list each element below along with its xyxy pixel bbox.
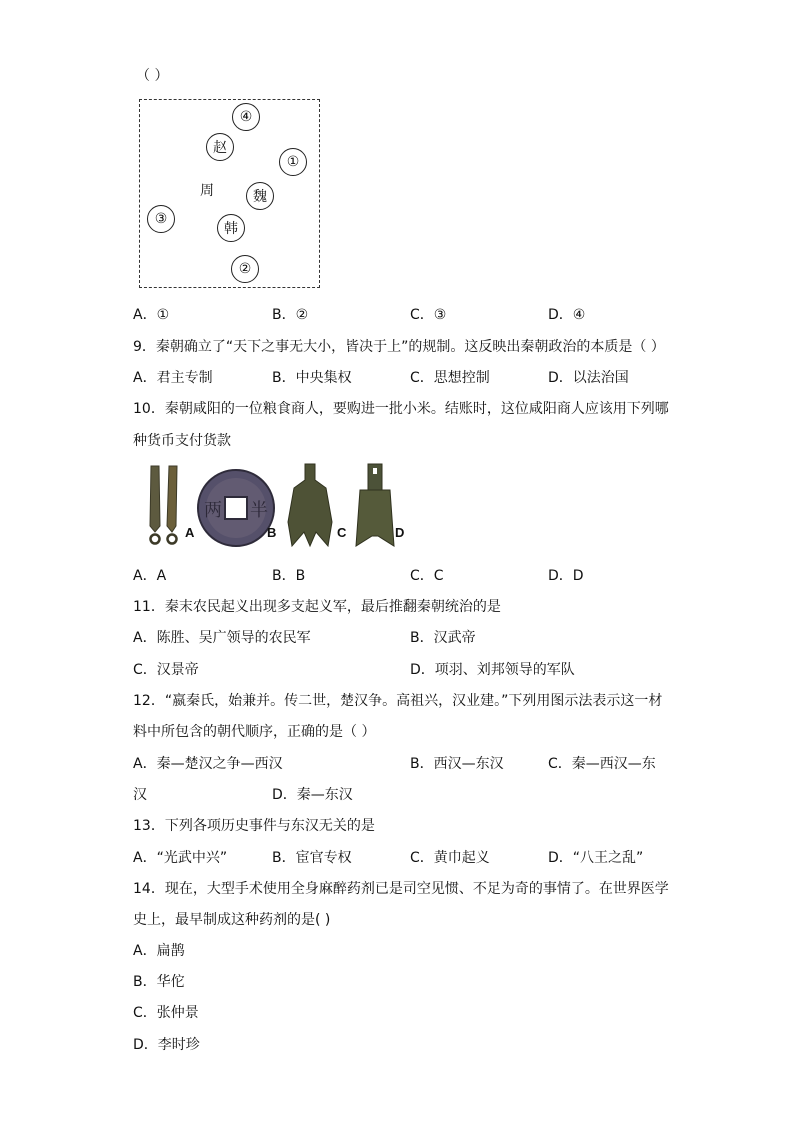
map-label-1: ① [279, 148, 307, 176]
q13-option-a[interactable]: A．“光武中兴” [133, 850, 228, 866]
q8-stem-tail: （ ） [136, 68, 169, 84]
spade-coin-d-image [350, 462, 400, 548]
q9-option-d[interactable]: D．以法治国 [548, 370, 629, 386]
map-label-han: 韩 [217, 214, 245, 242]
q11-option-b[interactable]: B．汉武帝 [410, 630, 476, 646]
q10-option-c[interactable]: C．C [410, 568, 444, 584]
q9-option-b[interactable]: B．中央集权 [272, 370, 352, 386]
q14-option-d[interactable]: D．李时珍 [133, 1037, 200, 1053]
q11-option-c[interactable]: C．汉景帝 [133, 662, 199, 678]
q14-stem-line2: 史上，最早制成这种药剂的是( ) [133, 912, 331, 928]
coin-glyph-liang: 两 [204, 500, 222, 521]
coin-label-c: C [337, 525, 347, 540]
q9-option-c[interactable]: C．思想控制 [410, 370, 490, 386]
q10-option-d[interactable]: D．D [548, 568, 584, 584]
q11-option-a[interactable]: A．陈胜、吴广领导的农民军 [133, 630, 311, 646]
q13-stem: 13．下列各项历史事件与东汉无关的是 [133, 818, 375, 834]
q9-option-a[interactable]: A．君主专制 [133, 370, 213, 386]
coin-label-d: D [395, 525, 405, 540]
map-label-2: ② [231, 255, 259, 283]
coin-label-b: B [267, 525, 277, 540]
knife-coin-image [145, 462, 189, 548]
q14-option-c[interactable]: C．张仲景 [133, 1005, 199, 1021]
map-label-zhou: 周 [200, 183, 214, 199]
map-label-3: ③ [147, 205, 175, 233]
q12-option-c[interactable]: C．秦—西汉—东 [548, 756, 656, 772]
q11-option-d[interactable]: D．项羽、刘邦领导的军队 [410, 662, 575, 678]
q13-option-b[interactable]: B．宦官专权 [272, 850, 352, 866]
q13-option-d[interactable]: D．“八王之乱” [548, 850, 644, 866]
q12-option-a[interactable]: A．秦—楚汉之争—西汉 [133, 756, 283, 772]
q10-option-a[interactable]: A．A [133, 568, 167, 584]
q12-stem-line1: 12．“嬴秦氏，始兼并。传二世，楚汉争。高祖兴，汉业建。”下列用图示法表示这一材 [133, 693, 663, 709]
map-label-zhao: 赵 [206, 133, 234, 161]
q12-option-c-wrap: 汉 [133, 787, 147, 803]
q9-stem: 9．秦朝确立了“天下之事无大小，皆决于上”的规制。这反映出秦朝政治的本质是（ ） [133, 339, 665, 355]
q14-option-a[interactable]: A．扁鹊 [133, 943, 185, 959]
map-label-wei: 魏 [246, 182, 274, 210]
q10-stem-line2: 种货币支付货款 [133, 433, 231, 449]
q8-option-d[interactable]: D．④ [548, 307, 586, 323]
q8-option-c[interactable]: C．③ [410, 307, 447, 323]
coin-label-a: A [185, 525, 195, 540]
q12-stem-line2: 料中所包含的朝代顺序，正确的是（ ） [133, 724, 376, 740]
q13-option-c[interactable]: C．黄巾起义 [410, 850, 490, 866]
q11-stem: 11．秦末农民起义出现多支起义军，最后推翻秦朝统治的是 [133, 599, 501, 615]
spade-coin-c-image [282, 462, 338, 548]
q14-stem-line1: 14．现在，大型手术使用全身麻醉药剂已是司空见惯、不足为奇的事情了。在世界医学 [133, 881, 669, 897]
q14-option-b[interactable]: B．华佗 [133, 974, 185, 990]
q12-option-d[interactable]: D．秦—东汉 [272, 787, 353, 803]
q12-option-b[interactable]: B．西汉—东汉 [410, 756, 504, 772]
q10-stem-line1: 10．秦朝咸阳的一位粮食商人，要购进一批小米。结账时，这位咸阳商人应该用下列哪 [133, 401, 669, 417]
q8-map [139, 99, 320, 288]
q10-coin-figure [145, 462, 410, 550]
q8-option-b[interactable]: B．② [272, 307, 309, 323]
q8-option-a[interactable]: A．① [133, 307, 170, 323]
coin-glyph-ban: 半 [250, 500, 268, 521]
map-label-4: ④ [232, 103, 260, 131]
q10-option-b[interactable]: B．B [272, 568, 306, 584]
